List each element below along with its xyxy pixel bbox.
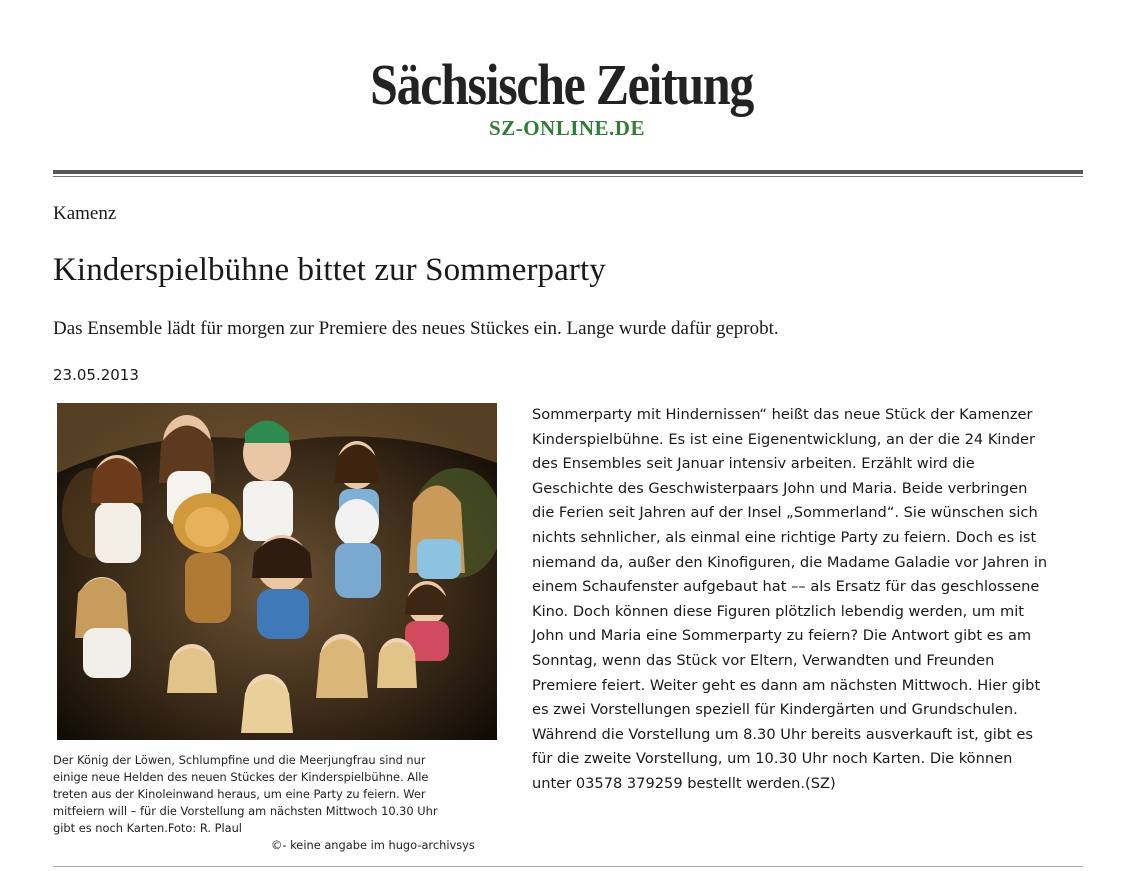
body-line: die Ferien seit Jahren auf der Insel „Sommerland“. Sie wünschen sich (532, 504, 1038, 522)
body-line: Sonntag, wenn das Stück vor Eltern, Verwandten und Freunden (532, 651, 995, 669)
caption-line: treten aus der Kinoleinwand heraus, um eine Party zu feiern. Wer (53, 787, 426, 801)
body-line: nichts sehnlicher, als einmal eine richtige Party zu feiern. Doch es ist (532, 528, 1037, 546)
header-divider-thick (53, 170, 1083, 174)
body-line: Während die Vorstellung um 8.30 Uhr bereits ausverkauft ist, gibt es (532, 725, 1033, 743)
body-line: Premiere feiert. Weiter geht es dann am nächsten Mittwoch. Hier gibt (532, 676, 1041, 694)
body-line: des Ensembles seit Januar intensiv arbeiten. Erzählt wird die (532, 455, 975, 473)
body-line: Sommerparty mit Hindernissen“ heißt das neue Stück der Kamenzer (532, 406, 1033, 423)
body-line: es zwei Vorstellungen speziell für Kindergärten und Grundschulen. (532, 701, 1018, 719)
masthead (0, 52, 1124, 140)
caption-line: Der König der Löwen, Schlumpfine und die Meerjungfrau sind nur (53, 753, 426, 767)
body-line: Geschichte des Geschwisterpaars John und Maria. Beide verbringen (532, 479, 1028, 497)
caption-line: gibt es noch Karten.Foto: R. Plaul (53, 821, 242, 835)
footer-divider (53, 866, 1083, 867)
body-line: unter 03578 379259 bestellt werden.(SZ) (532, 774, 836, 792)
body-line: Kino. Doch können diese Figuren plötzlich lebendig werden, um mit (532, 602, 1025, 620)
newspaper-logo: Sächsische Zeitung (370, 52, 754, 117)
article-body (532, 403, 1092, 797)
body-line: Kinderspielbühne. Es ist eine Eigenentwicklung, an der die 24 Kinder (532, 430, 1035, 448)
newspaper-url[interactable]: SZ-ONLINE.DE (489, 116, 645, 140)
article-teaser: Das Ensemble lädt für morgen zur Premiere des neues Stückes ein. Lange wurde dafür geprobt. (53, 318, 779, 339)
photo-caption (53, 752, 503, 837)
caption-line: mitfeiern will – für die Vorstellung am nächsten Mittwoch 10.30 Uhr (53, 804, 438, 818)
caption-line: einige neue Helden des neuen Stückes der Kinderspielbühne. Alle (53, 770, 429, 784)
article-date: 23.05.2013 (53, 366, 139, 384)
body-line: niemand da, außer den Kinofiguren, die Madame Galadie vor Jahren in (532, 553, 1048, 571)
header-divider-thin (53, 176, 1083, 177)
article-photo (57, 403, 497, 740)
section-label: Kamenz (53, 203, 117, 224)
photo-copyright: ©- keine angabe im hugo-archivsys (271, 838, 475, 852)
body-line: für die zweite Vorstellung, um 10.30 Uhr noch Karten. Die können (532, 750, 1013, 768)
group-photo-illustration (57, 403, 497, 740)
article-headline: Kinderspielbühne bittet zur Sommerparty (53, 252, 606, 288)
body-line: einem Schaufenster aufgebaut hat –– als Ersatz für das geschlossene (532, 578, 1040, 596)
body-line: John und Maria eine Sommerparty zu feiern? Die Antwort gibt es am (532, 627, 1032, 645)
